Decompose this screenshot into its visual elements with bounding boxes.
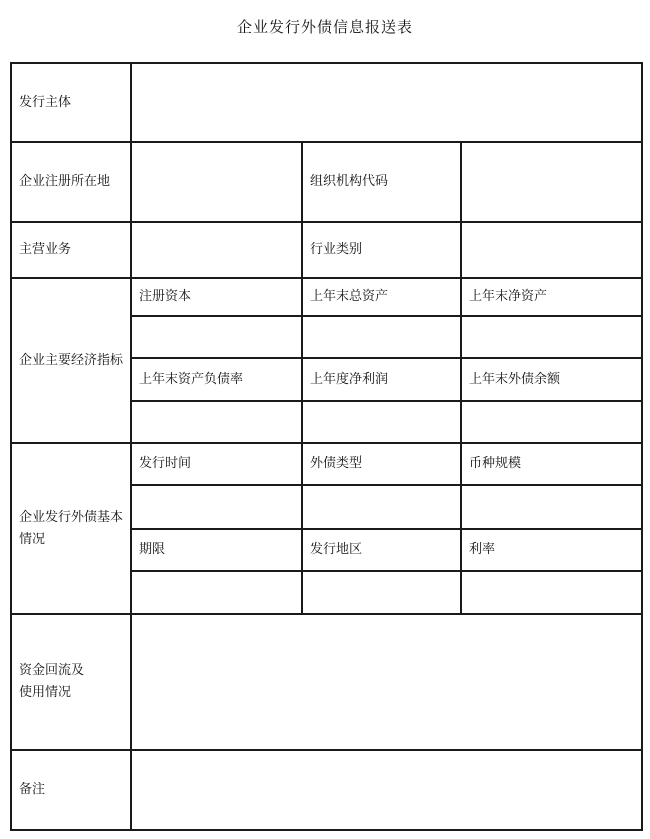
header-registered-capital: 注册资本 bbox=[131, 278, 302, 316]
field-net-assets[interactable] bbox=[461, 316, 642, 358]
field-foreign-debt-balance[interactable] bbox=[461, 401, 642, 443]
field-issuer[interactable] bbox=[131, 63, 642, 142]
header-net-assets: 上年末净资产 bbox=[461, 278, 642, 316]
label-org-code: 组织机构代码 bbox=[302, 142, 461, 222]
row-issuer bbox=[11, 63, 642, 142]
field-industry[interactable] bbox=[461, 222, 642, 278]
row-funds bbox=[11, 614, 642, 750]
field-net-profit[interactable] bbox=[302, 401, 461, 443]
field-debt-type[interactable] bbox=[302, 485, 461, 528]
header-term: 期限 bbox=[131, 529, 302, 571]
row-remarks bbox=[11, 750, 642, 830]
field-term[interactable] bbox=[131, 571, 302, 614]
header-foreign-debt-balance: 上年末外债余额 bbox=[461, 358, 642, 401]
field-debt-ratio[interactable] bbox=[131, 401, 302, 443]
label-funds-usage: 资金回流及 使用情况 bbox=[11, 614, 131, 750]
row-indicators-header-1 bbox=[11, 278, 642, 316]
header-interest-rate: 利率 bbox=[461, 529, 642, 571]
field-registered-capital[interactable] bbox=[131, 316, 302, 358]
label-issuer: 发行主体 bbox=[11, 63, 131, 142]
header-total-assets: 上年末总资产 bbox=[302, 278, 461, 316]
field-currency-scale[interactable] bbox=[461, 485, 642, 528]
header-debt-ratio: 上年末资产负债率 bbox=[131, 358, 302, 401]
row-issuance-header-1 bbox=[11, 443, 642, 485]
row-registration bbox=[11, 142, 642, 222]
header-net-profit: 上年度净利润 bbox=[302, 358, 461, 401]
info-form-table bbox=[10, 62, 643, 831]
label-remarks: 备注 bbox=[11, 750, 131, 830]
field-total-assets[interactable] bbox=[302, 316, 461, 358]
field-interest-rate[interactable] bbox=[461, 571, 642, 614]
header-issue-region: 发行地区 bbox=[302, 529, 461, 571]
header-issue-time: 发行时间 bbox=[131, 443, 302, 485]
field-funds-usage[interactable] bbox=[131, 614, 642, 750]
field-issue-time[interactable] bbox=[131, 485, 302, 528]
label-main-business: 主营业务 bbox=[11, 222, 131, 278]
label-registration-place: 企业注册所在地 bbox=[11, 142, 131, 222]
header-debt-type: 外债类型 bbox=[302, 443, 461, 485]
label-economic-indicators: 企业主要经济指标 bbox=[11, 278, 131, 443]
field-issue-region[interactable] bbox=[302, 571, 461, 614]
field-remarks[interactable] bbox=[131, 750, 642, 830]
label-industry: 行业类别 bbox=[302, 222, 461, 278]
field-main-business[interactable] bbox=[131, 222, 302, 278]
row-business bbox=[11, 222, 642, 278]
form-title: 企业发行外债信息报送表 bbox=[236, 18, 413, 36]
field-org-code[interactable] bbox=[461, 142, 642, 222]
label-issuance-basics: 企业发行外债基本情况 bbox=[11, 443, 131, 613]
field-registration-place[interactable] bbox=[131, 142, 302, 222]
header-currency-scale: 币种规模 bbox=[461, 443, 642, 485]
